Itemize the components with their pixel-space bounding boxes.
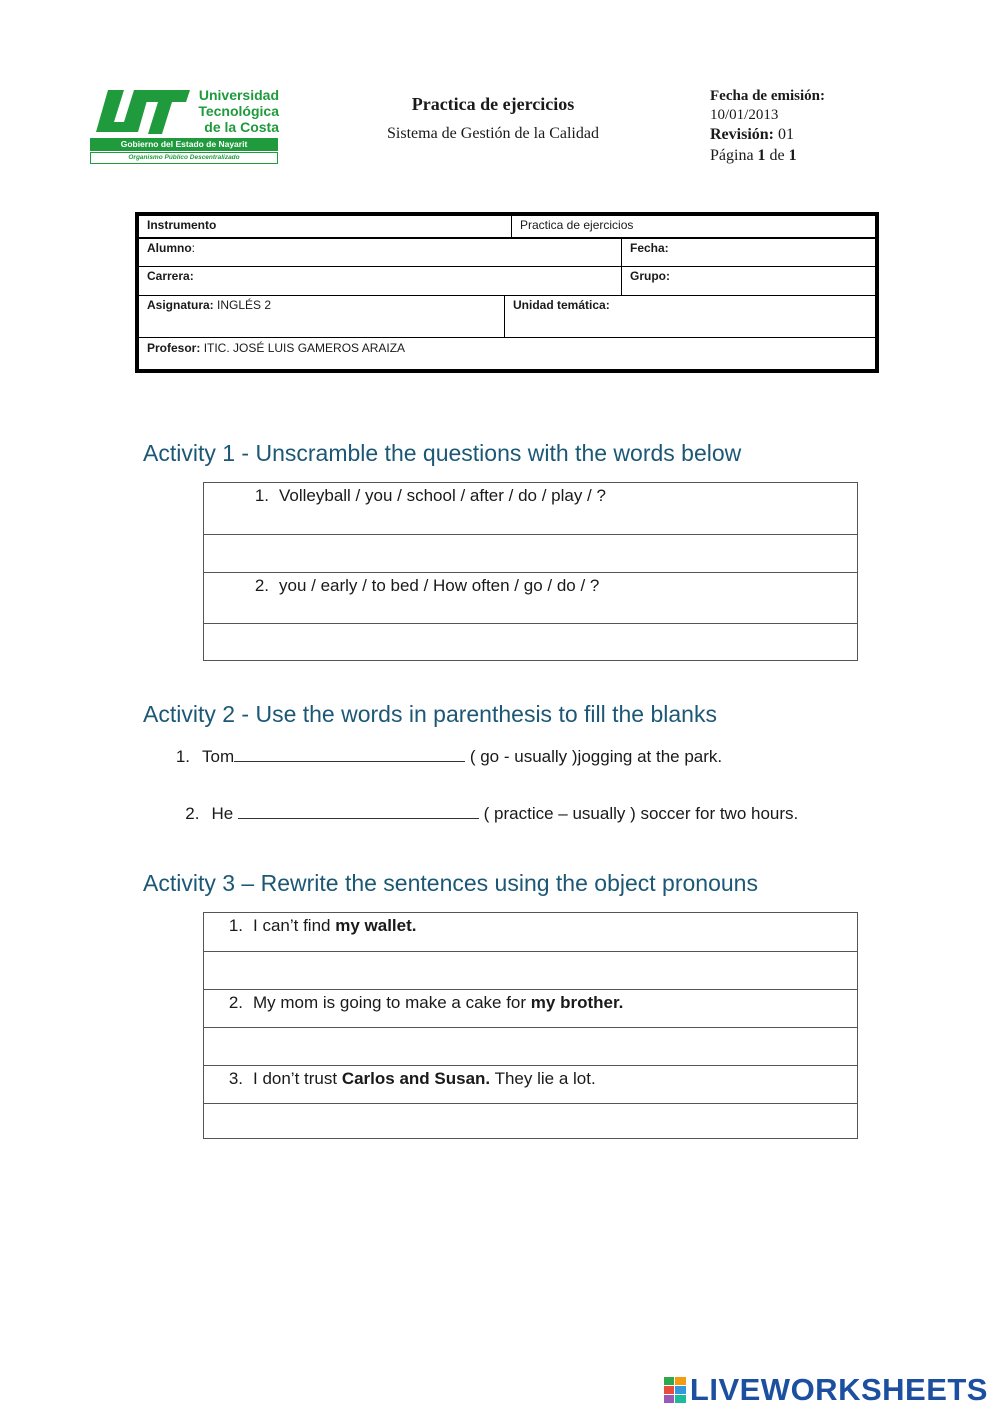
- instrumento-value: Practica de ejercicios: [520, 218, 634, 232]
- item-number: 2.: [185, 804, 200, 823]
- activity-1-question-2: [204, 572, 857, 623]
- logo-square-icon: [675, 1377, 686, 1385]
- liveworksheets-brand: LIVEWORKSHEETS: [689, 1372, 988, 1407]
- fecha-emision-value: 10/01/2013: [710, 107, 779, 123]
- grupo-field[interactable]: [622, 266, 875, 295]
- carrera-label: Carrera:: [147, 269, 194, 283]
- item-number: 3.: [228, 1069, 243, 1088]
- activity-2-heading: Activity 2 - Use the words in parenthesis to fill the blanks: [143, 701, 717, 727]
- carrera-field[interactable]: [139, 266, 622, 295]
- profesor-cell: [139, 337, 875, 369]
- logo-square-icon: [664, 1395, 675, 1403]
- logo-square-icon: [664, 1386, 675, 1394]
- document-subtitle: Sistema de Gestión de la Calidad: [387, 125, 599, 142]
- alumno-colon: :: [191, 241, 196, 255]
- profesor-value: ITIC. JOSÉ LUIS GAMEROS ARAIZA: [203, 341, 406, 355]
- grupo-label: Grupo:: [630, 269, 670, 283]
- logo-line-2: Tecnológica: [198, 103, 279, 119]
- logo-subtitle: Organismo Público Descentralizado: [90, 152, 278, 164]
- sentence-start: Tom: [202, 747, 235, 766]
- sentence-end: ( go - usually )jogging at the park.: [465, 747, 723, 766]
- instrumento-value-cell: [512, 216, 875, 237]
- sentence-text: My mom is going to make a cake for: [253, 993, 531, 1012]
- asignatura-value: INGLÉS 2: [217, 298, 272, 312]
- logo-square-icon: [664, 1377, 675, 1385]
- asignatura-cell: [139, 295, 505, 337]
- activity-1-table: [203, 482, 858, 661]
- item-number: 1.: [254, 486, 269, 505]
- pagina-number: 1: [757, 147, 766, 164]
- asignatura-label: Asignatura:: [147, 298, 214, 312]
- question-text: Volleyball / you / school / after / do / play / ?: [279, 486, 606, 505]
- item-number: 1.: [175, 747, 190, 766]
- revision-line: [710, 124, 910, 145]
- activity-3-table: [203, 912, 858, 1139]
- sentence-text: I can’t find: [253, 916, 336, 935]
- activity-1-answer-1[interactable]: [204, 534, 857, 572]
- document-meta: [710, 86, 910, 166]
- sentence-end: ( practice – usually ) soccer for two hours.: [478, 804, 799, 823]
- activity-2-item-1: [170, 745, 722, 767]
- university-logo: [90, 88, 278, 166]
- sentence-start: He: [211, 804, 238, 823]
- logo-band: Gobierno del Estado de Nayarit: [90, 138, 278, 151]
- activity-3-sentence-3: [204, 1065, 857, 1103]
- fecha-label: Fecha:: [630, 241, 669, 255]
- logo-square-icon: [675, 1386, 686, 1394]
- document-title: Practica de ejercicios: [411, 94, 575, 114]
- activity-3-answer-2[interactable]: [204, 1027, 857, 1065]
- sentence-text: I don’t trust: [253, 1069, 342, 1088]
- logo-square-icon: [675, 1395, 686, 1403]
- liveworksheets-logo-icon: [664, 1377, 686, 1403]
- object-phrase: my wallet.: [335, 916, 417, 935]
- liveworksheets-watermark: [664, 1372, 988, 1408]
- ut-logo-mark-icon: [90, 88, 190, 138]
- pagina-de: de: [769, 147, 785, 164]
- pagina-word: Página: [710, 147, 754, 164]
- sentence-tail: They lie a lot.: [490, 1069, 596, 1088]
- fill-blank-1[interactable]: [234, 745, 465, 762]
- activity-3-answer-1[interactable]: [204, 951, 857, 989]
- instrumento-cell: [139, 216, 512, 237]
- student-info-form: [135, 212, 879, 373]
- fill-blank-2[interactable]: [238, 802, 479, 819]
- object-phrase: my brother.: [530, 993, 624, 1012]
- profesor-label: Profesor:: [147, 341, 201, 355]
- activity-3-sentence-1: [204, 913, 857, 951]
- activity-1-heading: Activity 1 - Unscramble the questions with the words below: [143, 440, 742, 466]
- fecha-field[interactable]: [622, 237, 875, 266]
- activity-1-question-1: [204, 483, 857, 534]
- revision-label: Revisión:: [710, 126, 774, 143]
- unidad-label: Unidad temática:: [513, 298, 610, 312]
- activity-2-item-2: [170, 782, 798, 824]
- revision-value: 01: [778, 126, 794, 143]
- pagina-total: 1: [788, 147, 797, 164]
- object-phrase: Carlos and Susan.: [341, 1069, 491, 1088]
- logo-line-1: Universidad: [198, 87, 279, 103]
- alumno-label: Alumno: [147, 241, 192, 255]
- question-text: you / early / to bed / How often / go / do / ?: [279, 576, 600, 595]
- item-number: 1.: [228, 916, 243, 935]
- instrumento-label: Instrumento: [147, 218, 217, 232]
- logo-line-3: de la Costa: [204, 119, 279, 135]
- fecha-emision-label: Fecha de emisión:: [710, 88, 825, 104]
- item-number: 2.: [254, 576, 269, 595]
- activity-3-sentence-2: [204, 989, 857, 1027]
- item-number: 2.: [228, 993, 243, 1012]
- activity-3-heading: Activity 3 – Rewrite the sentences using the object pronouns: [143, 870, 758, 896]
- alumno-field[interactable]: [139, 237, 622, 266]
- pagina-line: [710, 145, 910, 166]
- unidad-field[interactable]: [505, 295, 875, 337]
- activity-3-answer-3[interactable]: [204, 1103, 857, 1139]
- activity-1-answer-2[interactable]: [204, 623, 857, 661]
